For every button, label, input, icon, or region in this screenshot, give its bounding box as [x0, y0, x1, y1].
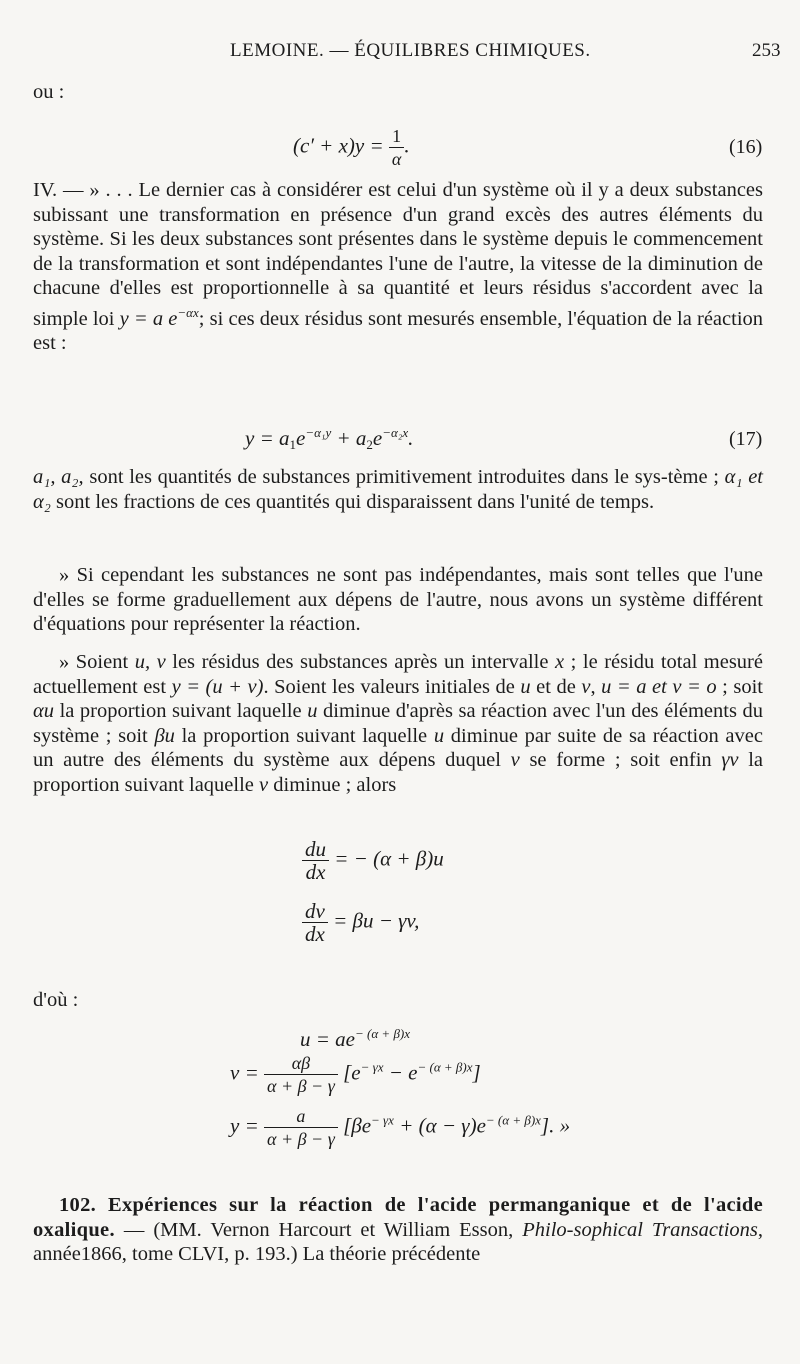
soient-gv: γv — [721, 749, 739, 771]
du-rhs: = − (α + β)u — [334, 846, 444, 871]
v-solution-numerator: αβ — [264, 1052, 338, 1075]
v-solution-br1: [e — [343, 1060, 361, 1085]
section-iv-after-law: ; si ces deux résidus sont mesurés ensemble, l'équation de la réaction est : — [33, 307, 764, 354]
section-102-number: 102. — [59, 1194, 97, 1216]
soient-t2: les résidus des substances après un intervalle — [165, 651, 555, 673]
section-iv-text: Le dernier cas à considérer est celui d'un système où il y a deux substances subissant une transformation en présence d'un grand excès des autres éléments du système. Si les deux substances sont présentes dans le système depuis le commencement de la transformation et sont indépendantes l'une de l'autre, la vitesse de la diminution de chacune d'elles est proportionnelle à sa quantité et leurs résidus s'accordent avec la simple loi — [33, 179, 763, 330]
soient-t9: diminue d'après sa réaction avec l'un des éléments du système ; soit — [33, 700, 763, 747]
ou-label: ou : — [33, 81, 65, 103]
y-solution-exp1: − γx — [371, 1112, 394, 1128]
soient-t10: la proportion suivant laquelle — [174, 724, 434, 747]
y-solution-lhs: y = — [230, 1113, 259, 1138]
v-solution-exp2: − (α + β)x — [417, 1059, 473, 1075]
soient-t14: diminue ; alors — [268, 773, 397, 796]
soient-t5: et de — [530, 675, 582, 698]
v-solution-mid: − e — [383, 1060, 418, 1085]
soient-v3: v — [259, 773, 269, 796]
y-solution-denominator: α + β − γ — [267, 1129, 335, 1149]
running-head-title: LEMOINE. — ÉQUILIBRES CHIMIQUES. — [230, 40, 591, 61]
eq17-sub1: 1 — [289, 437, 296, 452]
eq17-sub2: 2 — [366, 437, 373, 452]
page-number: 253 — [752, 40, 781, 61]
soient-u3: u — [433, 724, 445, 747]
dx-denominator-2: dx — [305, 922, 325, 946]
v-solution-lhs: v = — [230, 1060, 259, 1085]
soient-t12: se forme ; soit enfin — [519, 749, 722, 771]
soient-t3: ; le résidu total mesuré actuellement est — [33, 651, 763, 698]
soient-t4: . Soient les valeurs initiales de — [263, 675, 521, 698]
a1a2-vars: a₁, a₂, — [33, 466, 84, 488]
soient-t8: la proportion suivant laquelle — [54, 700, 308, 722]
soient-t7: ; soit — [716, 675, 763, 698]
eq17-tail: . — [408, 426, 414, 450]
v-solution-exp1: − γx — [360, 1059, 384, 1075]
soient-t1: » Soient — [59, 651, 135, 673]
y-solution-exp2: − (α + β)x — [485, 1112, 541, 1128]
y-solution-numerator: a — [264, 1105, 338, 1128]
section-102-journal: Philo-sophical Transactions — [522, 1218, 758, 1241]
y-solution-fraction — [264, 1105, 338, 1150]
eq17-e2: e — [372, 426, 383, 450]
soient-u2: u — [307, 700, 318, 722]
du-dx-fraction — [302, 838, 329, 883]
u-solution — [300, 1026, 410, 1052]
section-102-rest: , année1866, tome CLVI, p. 193.) La théorie précédente — [33, 1218, 763, 1265]
a1a2-paragraph — [33, 465, 763, 514]
eq17-y: y = a — [245, 426, 290, 450]
dou-label: d'où : — [33, 989, 79, 1011]
equation-16 — [293, 125, 410, 170]
eq17-exp2: −α₂x — [382, 425, 409, 440]
soient-uv: u, v — [134, 651, 166, 673]
eq16-tail: . — [404, 133, 410, 158]
du-dx-equation — [302, 838, 444, 883]
y-solution-br1: [βe — [343, 1113, 372, 1138]
soient-y-eq: y = (u + v) — [171, 675, 264, 698]
soient-u: u — [520, 675, 531, 698]
section-iv-lead: IV. — » . . . — [33, 179, 139, 201]
v-solution — [230, 1052, 481, 1097]
eq17-plus: + a — [336, 426, 367, 450]
eq16-fraction — [389, 125, 404, 170]
soient-bu: βu — [154, 724, 175, 747]
eq16-lhs: (c′ + x)y = — [293, 133, 384, 158]
dv-dx-equation — [302, 900, 419, 945]
equation-17-number: (17) — [729, 428, 763, 450]
v-solution-denominator: α + β − γ — [267, 1076, 335, 1096]
u-solution-lhs: u = ae — [300, 1027, 355, 1051]
running-head — [0, 40, 800, 70]
section-102-title: Expériences sur la réaction de l'acide permanganique et de l'acide oxalique. — [33, 1194, 763, 1241]
y-solution-mid: + (α − γ)e — [393, 1113, 486, 1138]
dv-dx-fraction — [302, 900, 328, 945]
equation-16-number: (16) — [729, 136, 763, 158]
dx-denominator-1: dx — [305, 860, 326, 884]
section-102-citation: — (MM. Vernon Harcourt et William Esson, — [114, 1218, 523, 1241]
cependant-paragraph: » Si cependant les substances ne sont pas indépendantes, mais sont telles que l'une d'elles se forme graduellement aux dépens de l'autre, nous avons un système différent d'équations pour représenter la réaction. — [33, 564, 763, 635]
v-solution-br2: ] — [472, 1060, 481, 1085]
soient-v: v — [581, 675, 591, 698]
eq17-exp1: −α₁y — [305, 425, 332, 440]
soient-t11: diminue par suite de sa réaction avec un autre des éléments du système aux dépens duquel — [33, 724, 763, 771]
section-iv-paragraph — [33, 178, 763, 356]
eq16-numerator: 1 — [389, 125, 404, 148]
eq17-e1: e — [296, 426, 306, 450]
equation-17 — [245, 425, 413, 453]
y-solution-br2: ]. » — [540, 1113, 571, 1138]
eq16-denominator: α — [391, 149, 402, 169]
soient-paragraph — [33, 650, 763, 797]
dv-rhs: = βu − γv, — [333, 908, 420, 933]
a1a2-text2: sont les fractions de ces quantités qui disparaissent dans l'unité de temps. — [50, 490, 655, 513]
y-solution — [230, 1105, 570, 1150]
soient-v2: v — [510, 749, 520, 771]
section-102-paragraph — [33, 1193, 763, 1267]
soient-x: x — [555, 651, 565, 673]
soient-au: αu — [33, 700, 55, 722]
soient-t13: la proportion suivant laquelle — [33, 749, 763, 796]
simple-law: y = a e — [119, 307, 178, 330]
alpha-vars: α₁ et α₂ — [33, 466, 763, 513]
dv-numerator: dv — [302, 900, 328, 923]
du-numerator: du — [302, 838, 329, 861]
v-solution-fraction — [264, 1052, 338, 1097]
simple-law-exponent: −αx — [177, 304, 199, 320]
u-solution-exp: − (α + β)x — [355, 1026, 411, 1041]
a1a2-text1: sont les quantités de substances primitivement introduites dans le sys-tème ; — [83, 466, 725, 488]
soient-t6: , — [590, 675, 596, 698]
soient-init: u = a et v = o — [601, 675, 717, 698]
